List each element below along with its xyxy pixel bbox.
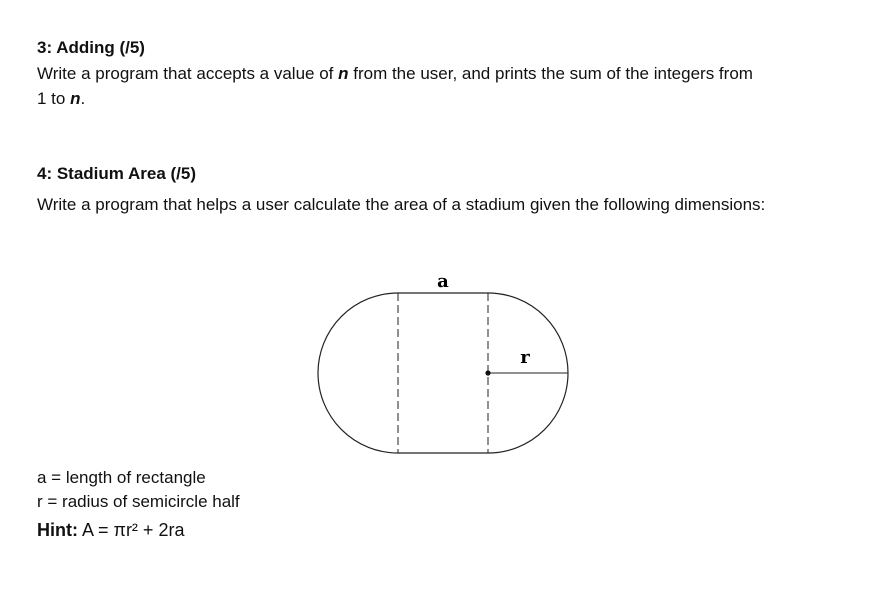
hint-line xyxy=(37,520,184,541)
question-3-text-part4: . xyxy=(80,89,86,108)
variable-n: n xyxy=(338,64,349,83)
question-3-text xyxy=(37,61,857,111)
legend-r: r = radius of semicircle half xyxy=(37,492,240,511)
hint-formula: A = πr² + 2ra xyxy=(77,520,185,540)
hint-label: Hint: xyxy=(37,520,78,540)
question-4-heading: 4: Stadium Area (/5) xyxy=(37,164,197,183)
question-3-text-part3: 1 to xyxy=(37,89,71,108)
label-r: r xyxy=(520,347,530,368)
question-3-text-part2: from the user, and prints the sum of the integers from xyxy=(348,64,753,83)
label-a: a xyxy=(437,271,449,292)
question-3-heading: 3: Adding (/5) xyxy=(37,38,145,57)
center-point xyxy=(485,370,490,375)
question-3-text-part1: Write a program that accepts a value of xyxy=(37,64,339,83)
question-4-description: Write a program that helps a user calculate the area of a stadium given the following dimensions: xyxy=(37,195,766,214)
stadium-diagram xyxy=(310,262,580,462)
legend-a: a = length of rectangle xyxy=(37,468,206,487)
variable-n-2: n xyxy=(70,89,81,108)
